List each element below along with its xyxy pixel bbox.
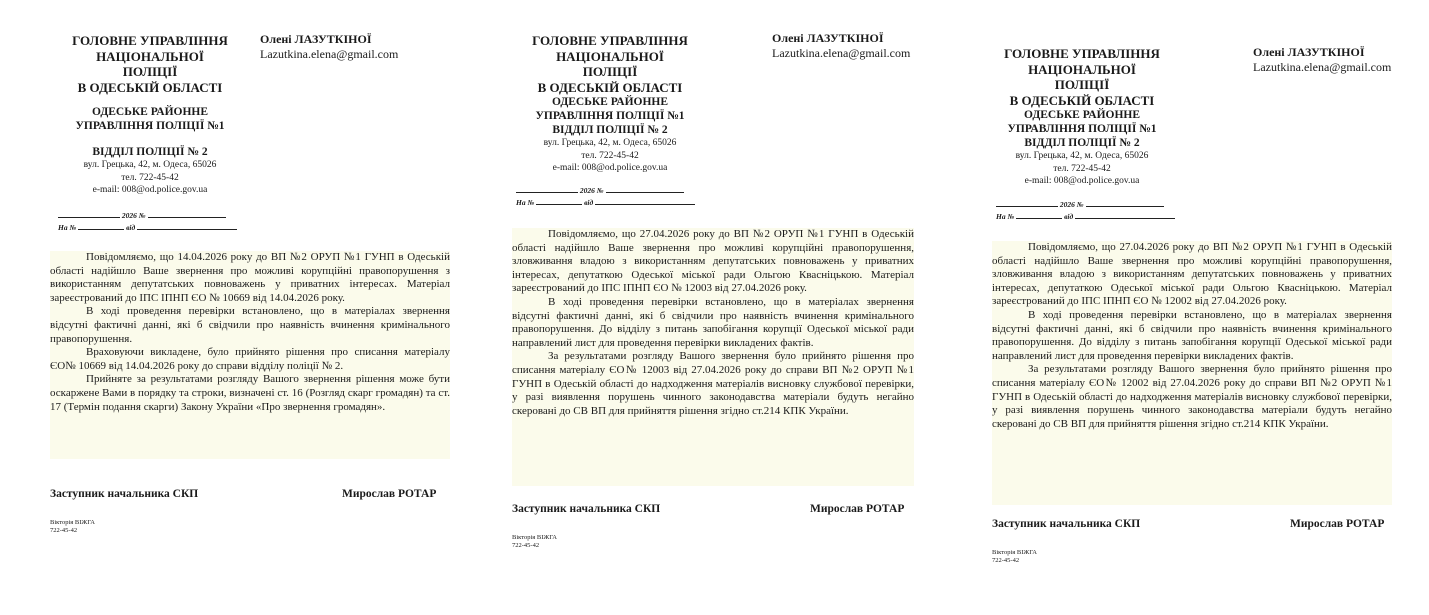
body-paragraph: Повідомляємо, що 27.04.2026 року до ВП №2 ОРУП №1 ГУНП в Одеській області надійшло Ваше звернення про можливі корупційні правопорушення, зловживання владою з використанням депутатських повноважень у приватних інтересах, депутаткою Одеської міської ради Ольгою Квасніцькою. Матеріал зареєстрований до ІПС ІПНП ЄО № 12002 від 27.04.2026 року. [992, 241, 1392, 308]
registration-field [58, 209, 237, 233]
sender-phone: тел. 722-45-42 [1053, 163, 1111, 174]
ref-vid: від [584, 198, 594, 207]
dept-name-line: ОДЕСЬКЕ РАЙОННЕ [551, 96, 669, 108]
unit-name: ВІДДІЛ ПОЛІЦІЇ № 2 [552, 124, 668, 136]
ref-na: На № [58, 223, 77, 232]
executor-block [992, 549, 1037, 565]
ref-year: 2026 № [579, 186, 604, 195]
org-name-line: В ОДЕСЬКІЙ ОБЛАСТІ [537, 79, 683, 95]
ref-vid: від [1064, 212, 1074, 221]
sender-header [50, 33, 250, 197]
recipient-name: Олені ЛАЗУТКІНОЇ [772, 31, 884, 45]
org-name-line: В ОДЕСЬКІЙ ОБЛАСТІ [77, 79, 223, 95]
org-name-line: ПОЛІЦІЇ [1054, 77, 1110, 92]
executor-phone: 722-45-42 [50, 527, 78, 534]
sender-address: вул. Грецька, 42, м. Одеса, 65026 [1015, 151, 1149, 161]
ref-na: На № [996, 212, 1015, 221]
signature-position: Заступник начальника СКП [992, 518, 1141, 530]
dept-name-line: УПРАВЛІННЯ ПОЛІЦІЇ №1 [1007, 123, 1157, 135]
ref-vid: від [126, 223, 136, 232]
sender-phone: тел. 722-45-42 [581, 150, 639, 161]
letter-3 [982, 38, 1402, 573]
sender-header [512, 33, 708, 175]
ref-na: На № [516, 198, 535, 207]
org-name-line: ГОЛОВНЕ УПРАВЛІННЯ [72, 33, 228, 48]
signature-name: Мирослав РОТАР [810, 503, 905, 515]
org-name-line: НАЦІОНАЛЬНОЇ [556, 48, 664, 64]
ref-year: 2026 № [121, 211, 146, 220]
letter-2 [502, 25, 934, 555]
sender-address: вул. Грецька, 42, м. Одеса, 65026 [543, 138, 677, 148]
executor-block [50, 519, 95, 535]
registration-field [996, 198, 1175, 222]
body-paragraph: Враховуючи викладене, було прийнято рішення про списання матеріалу ЄО№ 10669 від 14.04.2026 року до справи відділу поліції № 2. [50, 346, 450, 372]
org-name-line: ГОЛОВНЕ УПРАВЛІННЯ [532, 33, 688, 48]
executor-phone: 722-45-42 [512, 542, 540, 549]
ref-year: 2026 № [1059, 200, 1084, 209]
recipient-name: Олені ЛАЗУТКІНОЇ [1253, 45, 1365, 59]
sender-header [992, 46, 1172, 188]
signature-position: Заступник начальника СКП [50, 488, 199, 500]
signature-name: Мирослав РОТАР [342, 488, 437, 500]
unit-name: ВІДДІЛ ПОЛІЦІЇ № 2 [92, 146, 208, 158]
body-paragraph: За результатами розгляду Вашого звернення було прийнято рішення про списання матеріалу ЄО№ 12003 від 27.04.2026 року до справи ВП №2 ОРУП №1 ГУНП в Одеській області до надходження матеріалів висновку службової перевірки, у разі виявлення порушень чинного законодавства матеріали будуть негайно скеровані до СВ ВП для прийняття рішення згідно ст.214 КПК України. [512, 350, 914, 417]
org-name-line: ПОЛІЦІЇ [582, 64, 638, 79]
executor-block [512, 534, 557, 550]
recipient-block [1253, 45, 1398, 75]
unit-name: ВІДДІЛ ПОЛІЦІЇ № 2 [1024, 137, 1140, 149]
recipient-name: Олені ЛАЗУТКІНОЇ [260, 32, 372, 46]
executor-name: Вікторія ВІЖГА [992, 549, 1037, 556]
body-paragraph: Повідомляємо, що 14.04.2026 року до ВП №2 ОРУП №1 ГУНП в Одеській області надійшло Ваше звернення про можливі корупційні правопорушення з використанням депутатських повноважень у приватних інтересах. Матеріал зареєстрований до ІПС ІПНП ЄО № 10669 від 14.04.2026 року. [50, 251, 450, 304]
body-paragraph: Прийняте за результатами розгляду Вашого звернення рішення може бути оскаржене Вами в порядку та строки, визначені ст. 16 (Розгляд скарг громадян) та ст. 17 (Термін подання скарги) Закону України «Про звернення громадян». [50, 373, 450, 413]
recipient-block [260, 32, 460, 62]
recipient-email: Lazutkina.elena@gmail.com [1253, 60, 1392, 74]
org-name-line: В ОДЕСЬКІЙ ОБЛАСТІ [1009, 92, 1155, 108]
dept-name-line: ОДЕСЬКЕ РАЙОННЕ [1023, 109, 1141, 121]
letter-1 [40, 25, 470, 545]
recipient-email: Lazutkina.elena@gmail.com [260, 47, 399, 61]
body-paragraph: Повідомляємо, що 27.04.2026 року до ВП №2 ОРУП №1 ГУНП в Одеській області надійшло Ваше звернення про можливі корупційні правопорушення, зловживання владою з використанням депутатських повноважень у приватних інтересах, депутаткою Одеської міської ради Ольгою Квасніцькою. Матеріал зареєстрований до ІПС ІПНП ЄО № 12003 від 27.04.2026 року. [512, 228, 914, 295]
org-name-line: НАЦІОНАЛЬНОЇ [1028, 61, 1136, 77]
body-paragraph: В ході проведення перевірки встановлено, що в матеріалах звернення відсутні фактичні данні, які б свідчили про наявність вчинення кримінального правопорушення. [50, 305, 450, 345]
recipient-email: Lazutkina.elena@gmail.com [772, 46, 911, 60]
dept-name-line: УПРАВЛІННЯ ПОЛІЦІЇ №1 [535, 110, 685, 122]
letter-body [992, 241, 1392, 505]
sender-email: e-mail: 008@od.police.gov.ua [92, 185, 208, 195]
executor-name: Вікторія ВІЖГА [50, 519, 95, 526]
body-paragraph: За результатами розгляду Вашого звернення було прийнято рішення про списання матеріалу ЄО№ 12002 від 27.04.2026 року до справи ВП №2 ОРУП №1 ГУНП в Одеській області до надходження матеріалів висновку службової перевірки, у разі виявлення порушень чинного законодавства матеріали будуть негайно скеровані до СВ ВП для прийняття рішення згідно ст.214 КПК України. [992, 363, 1392, 430]
body-paragraph: В ході проведення перевірки встановлено, що в матеріалах звернення відсутні фактичні данні, які б свідчили про наявність вчинення кримінального правопорушення. До відділу з питань запобігання корупції Одеської міської ради направлений лист для проведення перевірки викладених фактів. [992, 308, 1392, 362]
dept-name-line: УПРАВЛІННЯ ПОЛІЦІЇ №1 [75, 120, 225, 132]
letter-body [512, 228, 914, 486]
dept-name-line: ОДЕСЬКЕ РАЙОННЕ [91, 106, 209, 118]
sender-phone: тел. 722-45-42 [121, 172, 179, 183]
signature-position: Заступник начальника СКП [512, 503, 661, 515]
sender-email: e-mail: 008@od.police.gov.ua [1024, 176, 1140, 186]
executor-phone: 722-45-42 [992, 557, 1020, 564]
executor-name: Вікторія ВІЖГА [512, 534, 557, 541]
org-name-line: ПОЛІЦІЇ [122, 64, 178, 79]
body-paragraph: В ході проведення перевірки встановлено, що в матеріалах звернення відсутні фактичні данні, які б свідчили про наявність вчинення кримінального правопорушення. До відділу з питань запобігання корупції Одеської міської ради направлений лист для проведення перевірки викладених фактів. [512, 295, 914, 349]
org-name-line: НАЦІОНАЛЬНОЇ [96, 48, 204, 64]
letter-body [50, 251, 450, 459]
registration-field [516, 184, 695, 208]
sender-address: вул. Грецька, 42, м. Одеса, 65026 [83, 160, 217, 170]
recipient-block [772, 31, 932, 61]
org-name-line: ГОЛОВНЕ УПРАВЛІННЯ [1004, 46, 1160, 61]
sender-email: e-mail: 008@od.police.gov.ua [552, 163, 668, 173]
signature-name: Мирослав РОТАР [1290, 518, 1385, 530]
